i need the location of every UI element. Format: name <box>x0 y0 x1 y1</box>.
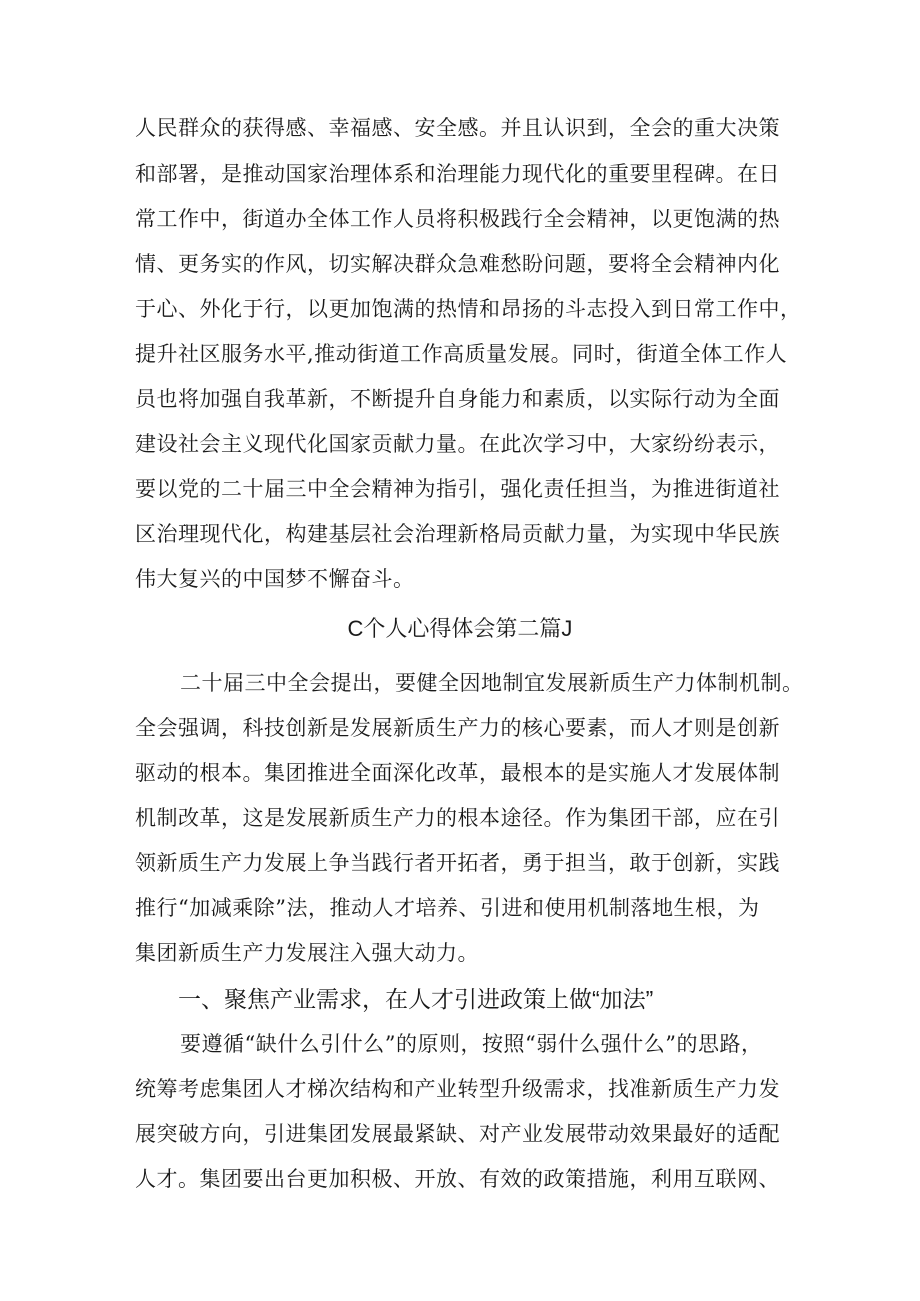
paragraph-line: 推行“加减乘除”法，推动人才培养、引进和使用机制落地生根，为 <box>135 896 760 920</box>
paragraph-line: 人民群众的获得感、幸福感、安全感。并且认识到，全会的重大决策 <box>135 116 780 140</box>
paragraph-line: 统筹考虑集团人才梯次结构和产业转型升级需求，找准新质生产力发 <box>135 1077 780 1101</box>
paragraph-line: 全会强调，科技创新是发展新质生产力的核心要素，而人才则是创新 <box>135 716 780 740</box>
paragraph-line: 驱动的根本。集团推进全面深化改革，最根本的是实施人才发展体制 <box>135 761 780 785</box>
paragraph-line: 员也将加强自我革新，不断提升自身能力和素质，以实际行动为全面 <box>135 387 780 411</box>
paragraph-line: 集团新质生产力发展注入强大动力。 <box>135 941 479 965</box>
section-heading: 一、聚焦产业需求，在人才引进政策上做“加法” <box>178 986 654 1012</box>
paragraph-line: 和部署，是推动国家治理体系和治理能力现代化的重要里程碑。在日 <box>135 162 780 186</box>
paragraph-line: 伟大复兴的中国梦不懈奋斗。 <box>135 567 415 591</box>
paragraph-line: 于心、外化于行，以更加饱满的热情和昂扬的斗志投入到日常工作中， <box>135 297 802 321</box>
paragraph-line: 提升社区服务水平,推动街道工作高质量发展。同时，街道全体工作人 <box>135 342 788 366</box>
paragraph-line: 二十届三中全会提出，要健全因地制宜发展新质生产力体制机制。 <box>180 671 804 695</box>
paragraph-line: 人才。集团要出台更加积极、开放、有效的政策措施，利用互联网、 <box>135 1167 780 1191</box>
section-title: C个人心得体会第二篇J <box>347 616 573 641</box>
paragraph-line: 领新质生产力发展上争当践行者开拓者，勇于担当，敢于创新，实践 <box>135 851 780 875</box>
paragraph-line: 机制改革，这是发展新质生产力的根本途径。作为集团干部，应在引 <box>135 806 780 830</box>
paragraph-line: 要以党的二十届三中全会精神为指引，强化责任担当，为推进街道社 <box>135 477 780 501</box>
paragraph-line: 区治理现代化，构建基层社会治理新格局贡献力量，为实现中华民族 <box>135 522 780 546</box>
paragraph-line: 要遵循“缺什么引什么”的原则，按照“弱什么强什么”的思路， <box>180 1032 763 1056</box>
paragraph-line: 建设社会主义现代化国家贡献力量。在此次学习中，大家纷纷表示， <box>135 432 780 456</box>
paragraph-line: 展突破方向，引进集团发展最紧缺、对产业发展带动效果最好的适配 <box>135 1122 780 1146</box>
paragraph-line: 常工作中，街道办全体工作人员将积极践行全会精神，以更饱满的热 <box>135 207 780 231</box>
paragraph-line: 情、更务实的作风，切实解决群众急难愁盼问题，要将全会精神内化 <box>135 252 780 276</box>
